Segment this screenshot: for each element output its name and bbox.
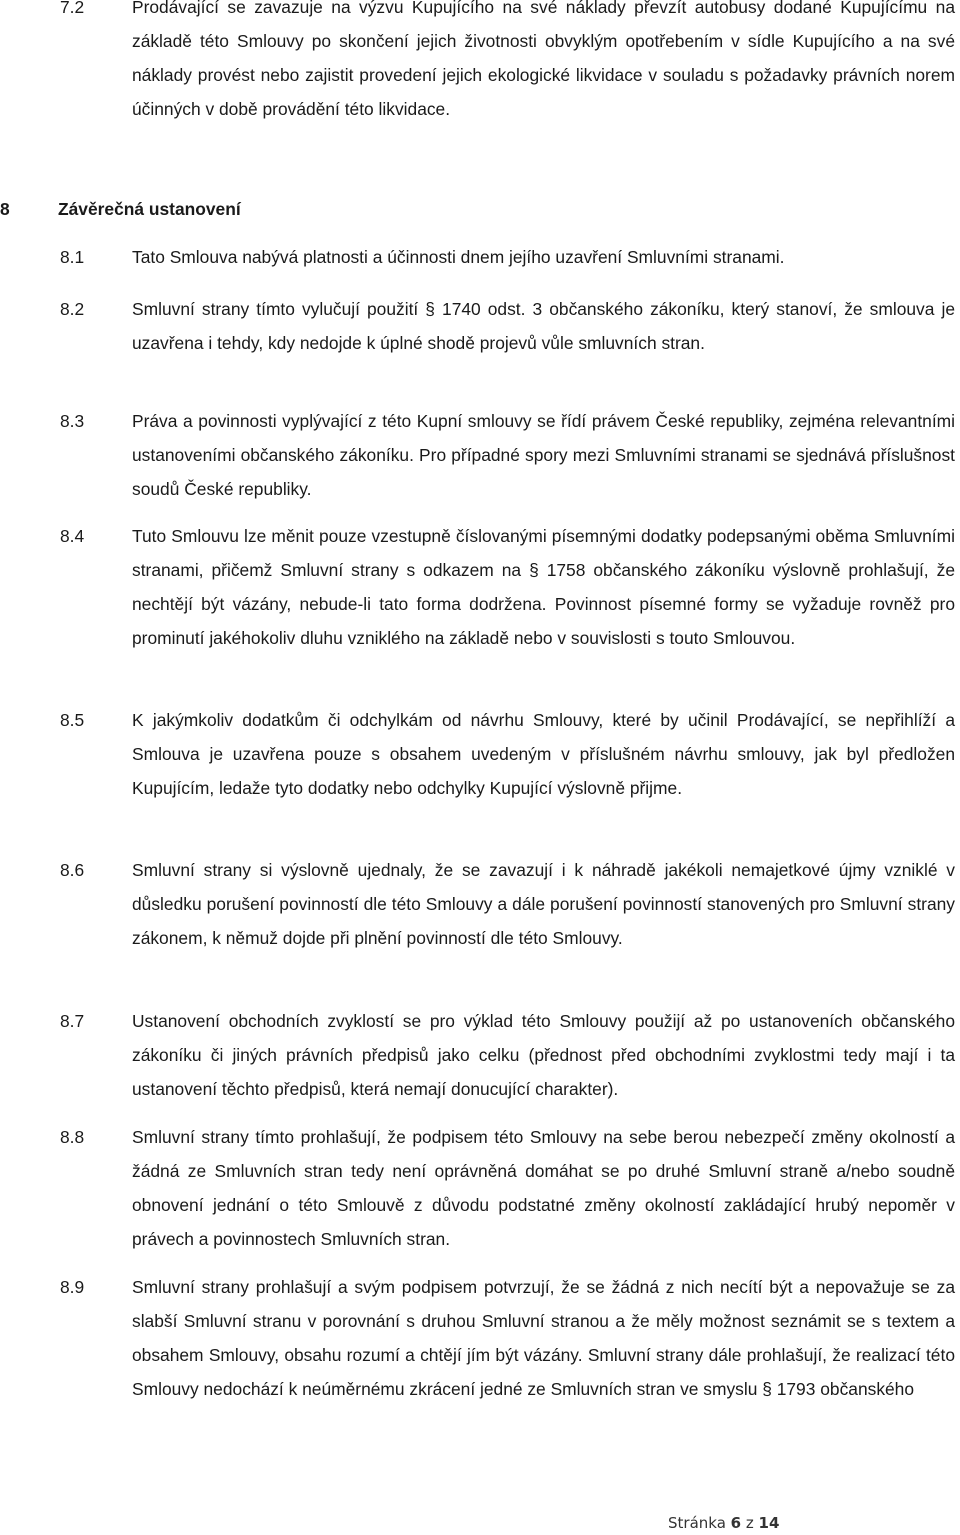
clause-number: 8.6 xyxy=(60,860,85,880)
section-title: Závěrečná ustanovení xyxy=(58,199,241,219)
clause-text: Smluvní strany prohlašují a svým podpisem potvrzují, že se žádná z nich necítí být a nepovažuje se za slabší Smluvní stranu v porovnání s druhou Smluvní stranou a že měly možnost seznámit se s textem a obsahem Smlouvy, obsahu rozumí a chtějí jím být vázány. Smluvní strany dále prohlašují, že realizací této Smlouvy nedochází k neúměrnému zkrácení jedné ze Smluvních stran ve smyslu § 1793 občanského xyxy=(132,1277,955,1399)
clause-number: 8.1 xyxy=(60,247,85,267)
clause-number: 7.2 xyxy=(60,0,85,17)
clause-text: Prodávající se zavazuje na výzvu Kupujícího na své náklady převzít autobusy dodané Kupujícímu na základě této Smlouvy po skončení jejich životnosti obvyklým opotřebením v sídle Kupujícího a na své náklady provést nebo zajistit provedení jejich ekologické likvidace v souladu s požadavky právních norem účinných v době provádění této likvidace. xyxy=(132,0,955,119)
clause-text: Smluvní strany tímto prohlašují, že podpisem této Smlouvy na sebe berou nebezpečí změny okolností a žádná ze Smluvních stran tedy není oprávněná domáhat se po druhé Smluvní straně a/nebo soudně obnovení jednání o této Smlouvě z důvodu podstatné změny okolností zakládající hrubý nepoměr v právech a povinnostech Smluvních stran. xyxy=(132,1127,955,1249)
clause-number: 8.7 xyxy=(60,1011,85,1031)
clause-text: Tato Smlouva nabývá platnosti a účinnosti dnem jejího uzavření Smluvními stranami. xyxy=(132,247,785,267)
clause-number: 8.9 xyxy=(60,1277,85,1297)
page-footer xyxy=(668,1513,779,1533)
clause-number: 8.4 xyxy=(60,526,85,546)
clause-number: 8.3 xyxy=(60,411,85,431)
clause-8-6 xyxy=(60,853,956,955)
clause-text: Smluvní strany tímto vylučují použití § 1740 odst. 3 občanského zákoníku, který stanoví, že smlouva je uzavřena i tehdy, kdy nedojde k úplné shodě projevů vůle smluvních stran. xyxy=(132,299,955,353)
section-number: 8 xyxy=(0,199,10,219)
clause-text: Smluvní strany si výslovně ujednaly, že se zavazují i k náhradě jakékoli nemajetkové újmy vzniklé v důsledku porušení povinností dle této Smlouvy a dále porušení povinností stanovených pro Smluvní strany zákonem, k němuž dojde při plnění povinností dle této Smlouvy. xyxy=(132,860,955,948)
clause-text: K jakýmkoliv dodatkům či odchylkám od návrhu Smlouvy, které by učinil Prodávající, se nepřihlíží a Smlouva je uzavřena pouze s obsahem uvedeným v příslušném návrhu smlouvy, jak byl předložen Kupujícím, ledaže tyto dodatky nebo odchylky Kupující výslovně přijme. xyxy=(132,710,955,798)
clause-number: 8.5 xyxy=(60,710,85,730)
footer-total-pages: 14 xyxy=(758,1514,780,1532)
clause-text: Ustanovení obchodních zvyklostí se pro výklad této Smlouvy použijí až po ustanoveních občanského zákoníku či jiných právních předpisů jako celku (přednost před obchodními zvyklostmi tedy mají i ta ustanovení těchto předpisů, která nemají donucující charakter). xyxy=(132,1011,955,1099)
clause-8-9 xyxy=(60,1270,956,1406)
clause-8-4 xyxy=(60,519,956,655)
clause-8-7 xyxy=(60,1004,956,1106)
footer-prefix: Stránka xyxy=(668,1514,726,1532)
clause-text: Tuto Smlouvu lze měnit pouze vzestupně číslovanými písemnými dodatky podepsanými oběma Smluvními stranami, přičemž Smluvní strany s odkazem na § 1758 občanského zákoníku výslovně prohlašují, že nechtějí být vázány, nebude-li tato forma dodržena. Povinnost písemné formy se vyžaduje rovněž pro prominutí jakéhokoliv dluhu vzniklého na základě nebo v souvislosti s touto Smlouvou. xyxy=(132,526,955,648)
clause-text: Práva a povinnosti vyplývající z této Kupní smlouvy se řídí právem České republiky, zejména relevantními ustanoveními občanského zákoníku. Pro případné spory mezi Smluvními stranami se sjednává příslušnost soudů České republiky. xyxy=(132,411,955,499)
clause-8-5 xyxy=(60,703,956,805)
clause-8-2 xyxy=(60,292,956,360)
clause-8-1 xyxy=(60,240,956,274)
footer-separator: z xyxy=(745,1514,754,1532)
clause-8-8 xyxy=(60,1120,956,1256)
clause-number: 8.2 xyxy=(60,299,85,319)
clause-8-3 xyxy=(60,404,956,506)
footer-current-page: 6 xyxy=(730,1514,742,1532)
section-heading xyxy=(0,192,400,226)
clause-7-2 xyxy=(60,0,956,126)
clause-number: 8.8 xyxy=(60,1127,85,1147)
